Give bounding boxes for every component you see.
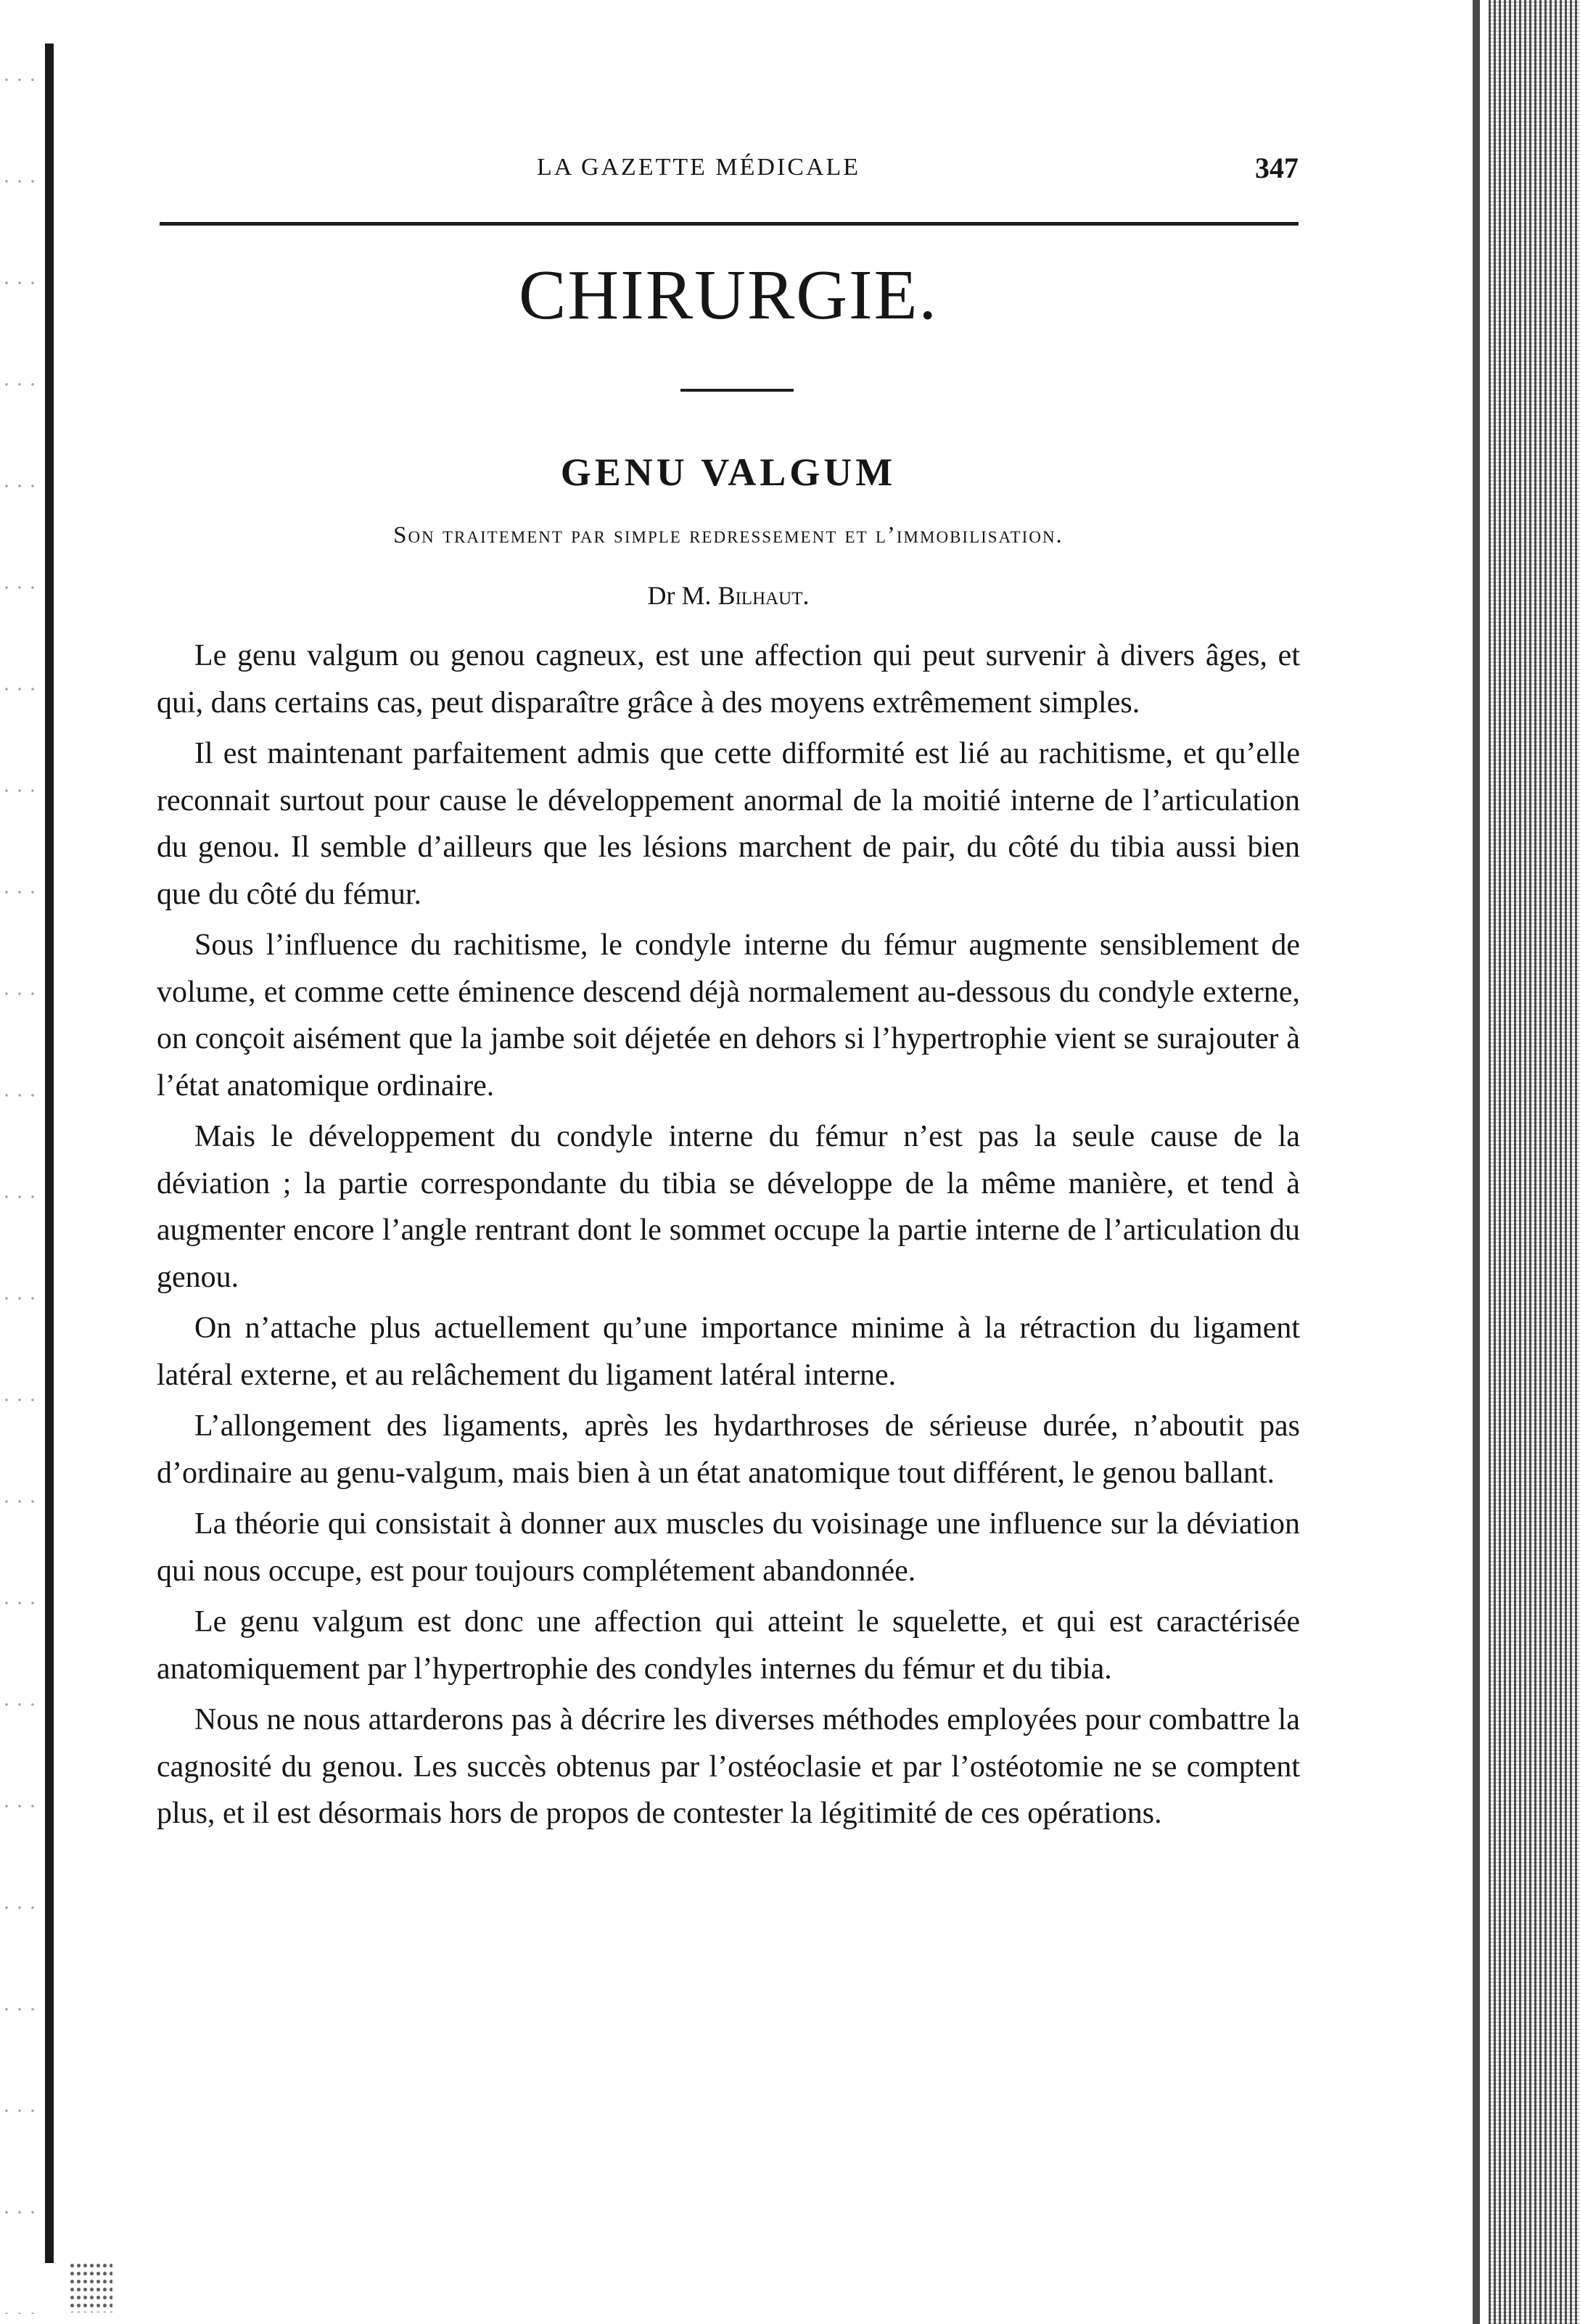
paragraph: Nous ne nous attarderons pas à décrire les diverses méthodes employées pour combattre la cagnosité du genou. Les succès obtenus par l’ostéoclasie et par l’ostéotomie ne se comptent plus, et il est désormais hors de propos de contester la légitimité de ces opérations. — [157, 1703, 1300, 1830]
scan-edge-left — [45, 44, 54, 2263]
section-title: CHIRURGIE. — [518, 256, 939, 334]
scan-corner-mark — [69, 2262, 112, 2312]
author-prefix: Dr M. — [647, 581, 712, 610]
running-head — [158, 151, 1299, 194]
paragraph: Il est maintenant parfaitement admis que cette difformité est lié au rachitisme, et qu’elle reconnait surtout pour cause le développement anormal de la moitié interne de l’articulation du genou. Il semble d’ailleurs que les lésions marchent de pair, du côté du tibia aussi bien que du côté du fémur. — [157, 737, 1300, 911]
paragraph: Le genu valgum est donc une affection qui atteint le squelette, et qui est caractérisée anatomiquement par l’hypertrophie des condyles internes du fémur et du tibia. — [157, 1605, 1300, 1686]
running-title: LA GAZETTE MÉDICALE — [537, 154, 861, 181]
author-name: Bilhaut. — [717, 581, 810, 610]
paragraph: Sous l’influence du rachitisme, le condyle interne du fémur augmente sensiblement de volume, et comme cette éminence descend déjà normalement au-dessous du condyle externe, on conçoit aisément que la jambe soit déjetée en dehors si l’hypertrophie vient se surajouter à l’état anatomique ordinaire. — [157, 928, 1300, 1103]
page-number: 347 — [1255, 152, 1299, 184]
article-body — [157, 632, 1300, 1837]
scan-edge-specks — [0, 29, 44, 2314]
paragraph: L’allongement des ligaments, après les hydarthroses de sérieuse durée, n’aboutit pas d’ordinaire au genu-valgum, mais bien à un état anatomique tout différent, le genou ballant. — [157, 1409, 1300, 1490]
header-rule — [160, 222, 1299, 226]
article-title: GENU VALGUM — [560, 450, 897, 494]
scan-edge-right — [1489, 0, 1580, 2324]
paragraph: On n’attache plus actuellement qu’une importance minime à la rétraction du ligament latéral externe, et au relâchement du ligament latéral interne. — [157, 1311, 1300, 1392]
paragraph: La théorie qui consistait à donner aux muscles du voisinage une influence sur la déviation qui nous occupe, est pour toujours complétement abandonnée. — [157, 1507, 1300, 1588]
article-subtitle: Son traitement par simple redressement et l’immobilisation. — [393, 522, 1063, 548]
section-divider — [680, 389, 794, 392]
paragraph: Mais le développement du condyle interne du fémur n’est pas la seule cause de la déviation ; la partie correspondante du tibia se développe de la même manière, et tend à augmenter encore l’angle rentrant dont le sommet occupe la partie interne de l’articulation du genou. — [157, 1120, 1300, 1294]
author-line — [158, 580, 1299, 611]
paragraph: Le genu valgum ou genou cagneux, est une affection qui peut survenir à divers âges, et qui, dans certains cas, peut disparaître grâce à des moyens extrêmement simples. — [157, 639, 1300, 720]
